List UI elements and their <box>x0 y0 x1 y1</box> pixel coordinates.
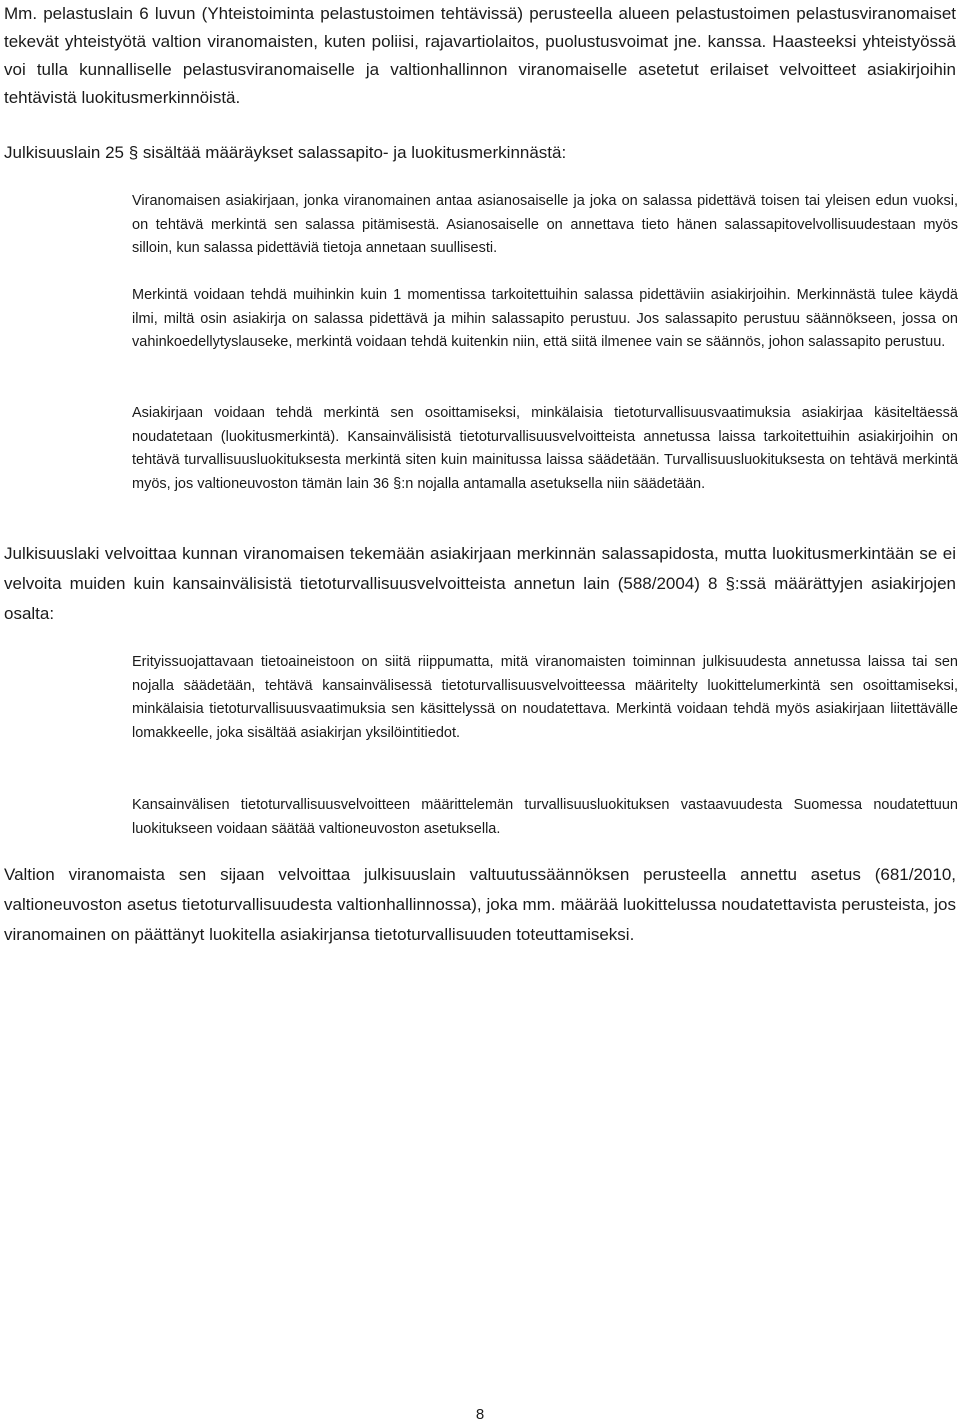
quoted-paragraph-classification-equivalence: Kansainvälisen tietoturvallisuusvelvoitteen määrittelemän turvallisuusluokituksen vastaavuudesta Suomessa noudatettuun luokitukseen voidaan säätää valtioneuvoston asetuksella. <box>132 797 958 837</box>
page-number: 8 <box>475 1406 485 1423</box>
quoted-paragraph-marking-content: Merkintä voidaan tehdä muihinkin kuin 1 momentissa tarkoitettuihin salassa pidettäviin asiakirjoihin. Merkinnästä tulee käydä ilmi, miltä osin asiakirja on salassa pidettävä ja mihin salassapito perustuu. Jos salassapito perustuu säännökseen, jossa on vahinkoedellytyslauseke, merkintä voidaan tehdä kuitenkin niin, että siitä ilmenee vain se säännös, johon salassapito perustuu. <box>132 287 958 350</box>
body-paragraph-municipal-obligation: Julkisuuslaki velvoittaa kunnan viranomaisen tekemään asiakirjaan merkinnän salassapidosta, mutta luokitusmerkintään se ei velvoita muiden kuin kansainvälisistä tietoturvallisuusvelvoitteista annetun lain (588/2004) 8 §:ssä määrättyjen asiakirjojen osalta: <box>4 544 956 623</box>
body-paragraph-state-authority-decree: Valtion viranomaista sen sijaan velvoittaa julkisuuslain valtuutussäännöksen perusteella annettu asetus (681/2010, valtioneuvoston asetus tietoturvallisuudesta valtionhallinnossa), joka mm. määrää luokittelussa noudatettavista perusteista, jos viranomainen on päättänyt luokitella asiakirjansa tietoturvallisuuden toteuttamiseksi. <box>4 865 956 944</box>
quoted-paragraph-marking-requirement: Viranomaisen asiakirjaan, jonka viranomainen antaa asianosaiselle ja joka on salassa pidettävä toisen tai yleisen edun vuoksi, on tehtävä merkintä sen salassa pitämisestä. Asianosaiselle on annettava tieto hänen salassapitovelvollisuudestaan myös silloin, kun salassa pidettäviä tietoja annetaan suullisesti. <box>132 193 958 256</box>
quoted-paragraph-classification-marking: Asiakirjaan voidaan tehdä merkintä sen osoittamiseksi, minkälaisia tietoturvallisuusvaatimuksia asiakirjaa käsiteltäessä noudatetaan (luokitusmerkintä). Kansainvälisistä tietoturvallisuusvelvoitteista annetussa laissa tarkoitettuihin asiakirjoihin on tehtävä turvallisuusluokituksesta merkintä siten kuin mainitussa laissa säädetään. Turvallisuusluokituksesta on tehtävä merkintä myös, jos valtioneuvoston tämän lain 36 §:n nojalla antamalla asetuksella niin säädetään. <box>132 405 958 492</box>
quoted-paragraph-special-protection-data: Erityissuojattavaan tietoaineistoon on siitä riippumatta, mitä viranomaisten toiminnan julkisuudesta annetussa laissa tai sen nojalla säädetään, tehtävä kansainvälisessä tietoturvallisuusvelvoitteessa määritelty luokittelumerkintä sen osoittamiseksi, minkälaisia tietoturvallisuusvaatimuksia sen käsittelyssä on noudatettava. Merkintä voidaan tehdä myös asiakirjaan liitettävälle lomakkeelle, joka sisältää asiakirjan yksilöintitiedot. <box>132 654 958 741</box>
body-paragraph-publicity-act-section-25: Julkisuuslain 25 § sisältää määräykset salassapito- ja luokitusmerkinnästä: <box>4 143 567 162</box>
body-paragraph-rescue-cooperation: Mm. pelastuslain 6 luvun (Yhteistoiminta pelastustoimen tehtävissä) perusteella alueen pelastustoimen pelastusviranomaiset tekevät yhteistyötä valtion viranomaisten, kuten poliisi, rajavartiolaitos, puolustusvoimat jne. kanssa. Haasteeksi yhteistyössä voi tulla kunnalliselle pelastusviranomaiselle ja valtionhallinnon viranomaiselle asetetut erilaiset velvoitteet asiakirjoihin tehtävistä luokitusmerkinnöistä. <box>4 4 956 107</box>
